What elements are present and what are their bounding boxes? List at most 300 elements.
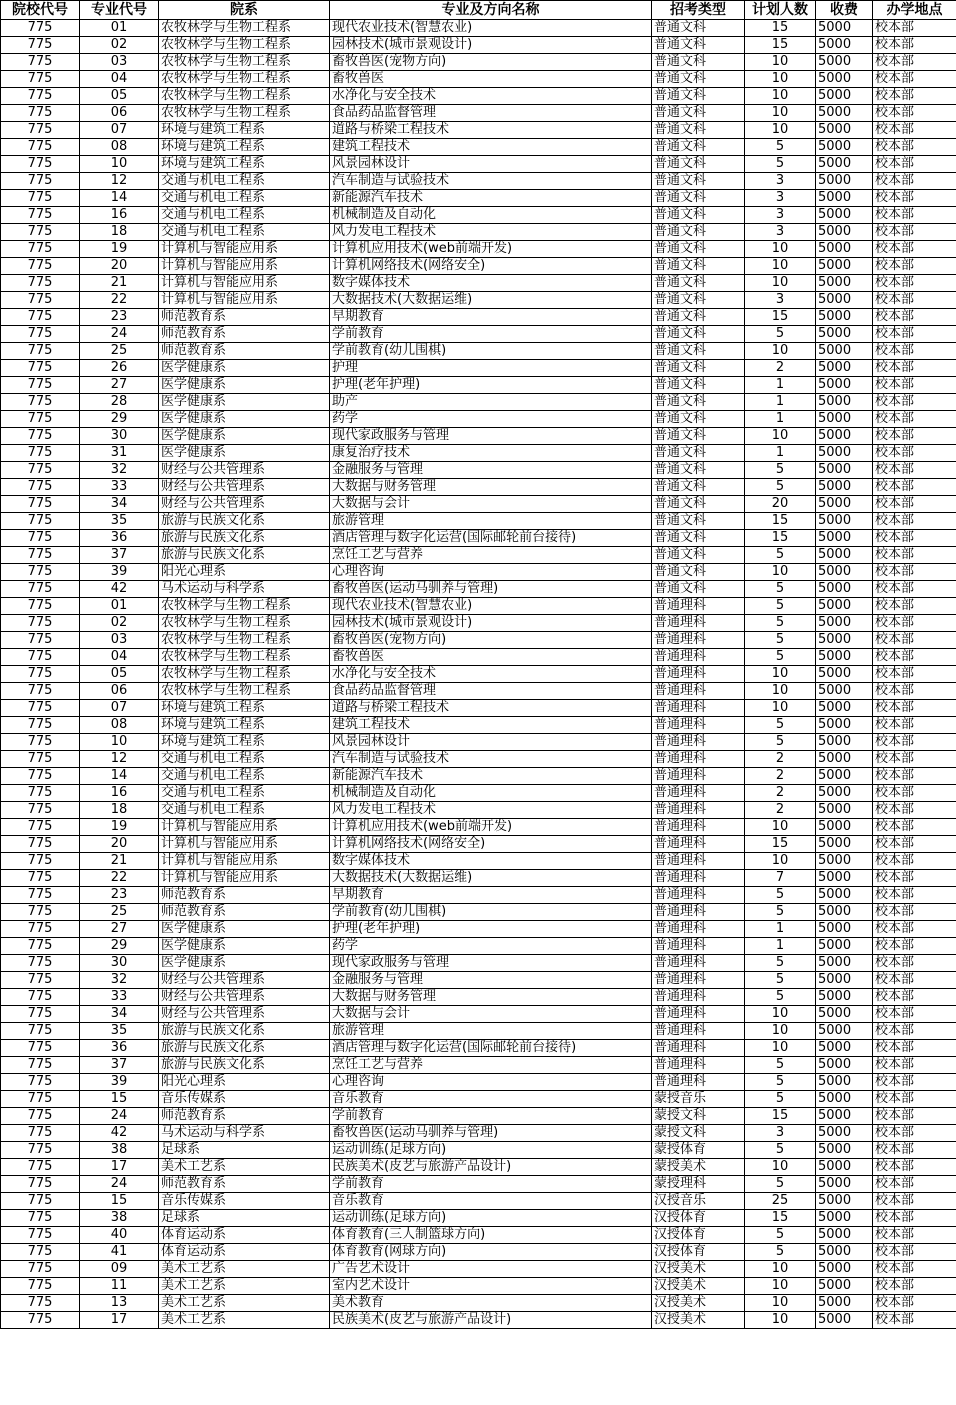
fee-cell: 5000 <box>816 700 873 717</box>
major-code-cell: 20 <box>80 258 159 275</box>
table-row <box>1 700 956 717</box>
table-row <box>1 54 956 71</box>
location-cell: 校本部 <box>873 1295 956 1312</box>
location-cell: 校本部 <box>873 54 956 71</box>
department-cell: 农牧林学与生物工程系 <box>159 54 330 71</box>
fee-cell: 5000 <box>816 1227 873 1244</box>
fee-cell: 5000 <box>816 870 873 887</box>
fee-cell: 5000 <box>816 20 873 37</box>
table-row <box>1 241 956 258</box>
department-cell: 美术工艺系 <box>159 1278 330 1295</box>
exam-type-cell: 普通理科 <box>652 938 745 955</box>
school-code-cell: 775 <box>1 921 80 938</box>
exam-type-cell: 普通文科 <box>652 581 745 598</box>
table-row <box>1 564 956 581</box>
plan-count-cell: 5 <box>745 955 816 972</box>
major-code-cell: 23 <box>80 887 159 904</box>
plan-count-cell: 10 <box>745 1295 816 1312</box>
major-name-cell: 运动训练(足球方向) <box>330 1142 652 1159</box>
major-code-cell: 13 <box>80 1295 159 1312</box>
exam-type-cell: 普通理科 <box>652 921 745 938</box>
location-cell: 校本部 <box>873 853 956 870</box>
department-cell: 财经与公共管理系 <box>159 479 330 496</box>
fee-cell: 5000 <box>816 411 873 428</box>
fee-cell: 5000 <box>816 173 873 190</box>
location-cell: 校本部 <box>873 326 956 343</box>
fee-cell: 5000 <box>816 1125 873 1142</box>
exam-type-cell: 普通理科 <box>652 887 745 904</box>
exam-type-cell: 普通文科 <box>652 37 745 54</box>
table-row <box>1 496 956 513</box>
major-code-cell: 29 <box>80 411 159 428</box>
location-cell: 校本部 <box>873 275 956 292</box>
fee-cell: 5000 <box>816 54 873 71</box>
table-row <box>1 547 956 564</box>
table-row <box>1 275 956 292</box>
school-code-cell: 775 <box>1 1227 80 1244</box>
fee-cell: 5000 <box>816 921 873 938</box>
school-code-cell: 775 <box>1 972 80 989</box>
location-cell: 校本部 <box>873 598 956 615</box>
table-row <box>1 972 956 989</box>
location-cell: 校本部 <box>873 1244 956 1261</box>
header-plan-count: 计划人数 <box>745 1 816 20</box>
major-name-cell: 机械制造及自动化 <box>330 207 652 224</box>
department-cell: 师范教育系 <box>159 1176 330 1193</box>
table-row <box>1 649 956 666</box>
school-code-cell: 775 <box>1 1295 80 1312</box>
fee-cell: 5000 <box>816 938 873 955</box>
major-name-cell: 体育教育(网球方向) <box>330 1244 652 1261</box>
location-cell: 校本部 <box>873 1210 956 1227</box>
fee-cell: 5000 <box>816 989 873 1006</box>
location-cell: 校本部 <box>873 20 956 37</box>
plan-count-cell: 10 <box>745 1159 816 1176</box>
table-row <box>1 581 956 598</box>
table-row <box>1 71 956 88</box>
fee-cell: 5000 <box>816 156 873 173</box>
exam-type-cell: 汉授体育 <box>652 1244 745 1261</box>
plan-count-cell: 5 <box>745 734 816 751</box>
major-name-cell: 园林技术(城市景观设计) <box>330 615 652 632</box>
exam-type-cell: 普通文科 <box>652 207 745 224</box>
school-code-cell: 775 <box>1 326 80 343</box>
major-name-cell: 酒店管理与数字化运营(国际邮轮前台接待) <box>330 1040 652 1057</box>
table-row <box>1 836 956 853</box>
plan-count-cell: 10 <box>745 666 816 683</box>
location-cell: 校本部 <box>873 683 956 700</box>
location-cell: 校本部 <box>873 1159 956 1176</box>
major-name-cell: 计算机网络技术(网络安全) <box>330 258 652 275</box>
major-name-cell: 风力发电工程技术 <box>330 802 652 819</box>
major-code-cell: 30 <box>80 955 159 972</box>
exam-type-cell: 普通文科 <box>652 428 745 445</box>
fee-cell: 5000 <box>816 649 873 666</box>
school-code-cell: 775 <box>1 71 80 88</box>
plan-count-cell: 5 <box>745 972 816 989</box>
fee-cell: 5000 <box>816 1091 873 1108</box>
major-name-cell: 大数据与财务管理 <box>330 479 652 496</box>
department-cell: 师范教育系 <box>159 904 330 921</box>
school-code-cell: 775 <box>1 479 80 496</box>
department-cell: 农牧林学与生物工程系 <box>159 615 330 632</box>
department-cell: 农牧林学与生物工程系 <box>159 105 330 122</box>
location-cell: 校本部 <box>873 717 956 734</box>
exam-type-cell: 普通理科 <box>652 615 745 632</box>
fee-cell: 5000 <box>816 836 873 853</box>
major-name-cell: 心理咨询 <box>330 564 652 581</box>
school-code-cell: 775 <box>1 632 80 649</box>
location-cell: 校本部 <box>873 71 956 88</box>
school-code-cell: 775 <box>1 615 80 632</box>
location-cell: 校本部 <box>873 564 956 581</box>
school-code-cell: 775 <box>1 1023 80 1040</box>
table-row <box>1 1125 956 1142</box>
location-cell: 校本部 <box>873 1278 956 1295</box>
header-row <box>1 1 956 20</box>
fee-cell: 5000 <box>816 904 873 921</box>
exam-type-cell: 普通文科 <box>652 292 745 309</box>
location-cell: 校本部 <box>873 428 956 445</box>
header-school-code: 院校代号 <box>1 1 80 20</box>
major-name-cell: 建筑工程技术 <box>330 139 652 156</box>
school-code-cell: 775 <box>1 598 80 615</box>
plan-count-cell: 5 <box>745 547 816 564</box>
major-code-cell: 33 <box>80 989 159 1006</box>
table-row <box>1 258 956 275</box>
plan-count-cell: 7 <box>745 870 816 887</box>
location-cell: 校本部 <box>873 411 956 428</box>
exam-type-cell: 普通理科 <box>652 717 745 734</box>
exam-type-cell: 普通文科 <box>652 88 745 105</box>
school-code-cell: 775 <box>1 411 80 428</box>
location-cell: 校本部 <box>873 1023 956 1040</box>
department-cell: 体育运动系 <box>159 1244 330 1261</box>
department-cell: 医学健康系 <box>159 377 330 394</box>
fee-cell: 5000 <box>816 1159 873 1176</box>
school-code-cell: 775 <box>1 700 80 717</box>
department-cell: 阳光心理系 <box>159 564 330 581</box>
major-code-cell: 35 <box>80 1023 159 1040</box>
location-cell: 校本部 <box>873 819 956 836</box>
exam-type-cell: 普通文科 <box>652 462 745 479</box>
major-name-cell: 金融服务与管理 <box>330 462 652 479</box>
department-cell: 计算机与智能应用系 <box>159 836 330 853</box>
department-cell: 体育运动系 <box>159 1227 330 1244</box>
plan-count-cell: 15 <box>745 37 816 54</box>
fee-cell: 5000 <box>816 241 873 258</box>
exam-type-cell: 蒙授理科 <box>652 1176 745 1193</box>
department-cell: 医学健康系 <box>159 445 330 462</box>
plan-count-cell: 15 <box>745 530 816 547</box>
fee-cell: 5000 <box>816 751 873 768</box>
exam-type-cell: 普通文科 <box>652 445 745 462</box>
plan-count-cell: 10 <box>745 1261 816 1278</box>
plan-count-cell: 5 <box>745 326 816 343</box>
department-cell: 计算机与智能应用系 <box>159 258 330 275</box>
location-cell: 校本部 <box>873 360 956 377</box>
plan-count-cell: 2 <box>745 802 816 819</box>
department-cell: 阳光心理系 <box>159 1074 330 1091</box>
table-row <box>1 88 956 105</box>
fee-cell: 5000 <box>816 513 873 530</box>
school-code-cell: 775 <box>1 666 80 683</box>
header-fee: 收费 <box>816 1 873 20</box>
table-row <box>1 1295 956 1312</box>
school-code-cell: 775 <box>1 377 80 394</box>
plan-count-cell: 5 <box>745 649 816 666</box>
location-cell: 校本部 <box>873 989 956 1006</box>
table-row <box>1 411 956 428</box>
department-cell: 农牧林学与生物工程系 <box>159 598 330 615</box>
major-name-cell: 心理咨询 <box>330 1074 652 1091</box>
major-code-cell: 21 <box>80 853 159 870</box>
location-cell: 校本部 <box>873 581 956 598</box>
location-cell: 校本部 <box>873 37 956 54</box>
fee-cell: 5000 <box>816 581 873 598</box>
table-row <box>1 462 956 479</box>
school-code-cell: 775 <box>1 785 80 802</box>
major-code-cell: 24 <box>80 326 159 343</box>
fee-cell: 5000 <box>816 71 873 88</box>
major-name-cell: 机械制造及自动化 <box>330 785 652 802</box>
fee-cell: 5000 <box>816 394 873 411</box>
location-cell: 校本部 <box>873 649 956 666</box>
major-name-cell: 民族美术(皮艺与旅游产品设计) <box>330 1312 652 1329</box>
location-cell: 校本部 <box>873 666 956 683</box>
school-code-cell: 775 <box>1 768 80 785</box>
table-row <box>1 717 956 734</box>
exam-type-cell: 汉授体育 <box>652 1210 745 1227</box>
school-code-cell: 775 <box>1 54 80 71</box>
location-cell: 校本部 <box>873 462 956 479</box>
location-cell: 校本部 <box>873 88 956 105</box>
major-code-cell: 15 <box>80 1091 159 1108</box>
major-name-cell: 畜牧兽医(宠物方向) <box>330 632 652 649</box>
fee-cell: 5000 <box>816 853 873 870</box>
plan-count-cell: 2 <box>745 768 816 785</box>
plan-count-cell: 15 <box>745 836 816 853</box>
exam-type-cell: 汉授音乐 <box>652 1193 745 1210</box>
table-row <box>1 173 956 190</box>
exam-type-cell: 普通理科 <box>652 734 745 751</box>
plan-count-cell: 5 <box>745 1057 816 1074</box>
location-cell: 校本部 <box>873 751 956 768</box>
exam-type-cell: 普通理科 <box>652 1006 745 1023</box>
school-code-cell: 775 <box>1 802 80 819</box>
department-cell: 计算机与智能应用系 <box>159 870 330 887</box>
table-row <box>1 870 956 887</box>
plan-count-cell: 3 <box>745 207 816 224</box>
table-row <box>1 1074 956 1091</box>
fee-cell: 5000 <box>816 598 873 615</box>
location-cell: 校本部 <box>873 207 956 224</box>
table-row <box>1 768 956 785</box>
exam-type-cell: 普通文科 <box>652 530 745 547</box>
table-row <box>1 853 956 870</box>
major-code-cell: 27 <box>80 921 159 938</box>
major-code-cell: 33 <box>80 479 159 496</box>
table-row <box>1 190 956 207</box>
major-code-cell: 34 <box>80 496 159 513</box>
plan-count-cell: 5 <box>745 615 816 632</box>
location-cell: 校本部 <box>873 105 956 122</box>
school-code-cell: 775 <box>1 989 80 1006</box>
major-code-cell: 07 <box>80 700 159 717</box>
location-cell: 校本部 <box>873 1057 956 1074</box>
exam-type-cell: 蒙授音乐 <box>652 1091 745 1108</box>
fee-cell: 5000 <box>816 1278 873 1295</box>
school-code-cell: 775 <box>1 1312 80 1329</box>
major-name-cell: 畜牧兽医 <box>330 649 652 666</box>
table-row <box>1 887 956 904</box>
major-code-cell: 01 <box>80 20 159 37</box>
table-row <box>1 1057 956 1074</box>
plan-count-cell: 5 <box>745 1142 816 1159</box>
school-code-cell: 775 <box>1 394 80 411</box>
plan-count-cell: 5 <box>745 598 816 615</box>
major-code-cell: 28 <box>80 394 159 411</box>
major-code-cell: 06 <box>80 683 159 700</box>
major-name-cell: 风力发电工程技术 <box>330 224 652 241</box>
major-name-cell: 道路与桥梁工程技术 <box>330 700 652 717</box>
plan-count-cell: 10 <box>745 1040 816 1057</box>
table-row <box>1 1244 956 1261</box>
table-row <box>1 105 956 122</box>
department-cell: 交通与机电工程系 <box>159 190 330 207</box>
school-code-cell: 775 <box>1 275 80 292</box>
exam-type-cell: 汉授美术 <box>652 1261 745 1278</box>
fee-cell: 5000 <box>816 683 873 700</box>
fee-cell: 5000 <box>816 428 873 445</box>
school-code-cell: 775 <box>1 836 80 853</box>
department-cell: 马术运动与科学系 <box>159 1125 330 1142</box>
exam-type-cell: 普通理科 <box>652 666 745 683</box>
location-cell: 校本部 <box>873 122 956 139</box>
major-name-cell: 金融服务与管理 <box>330 972 652 989</box>
table-row <box>1 598 956 615</box>
department-cell: 农牧林学与生物工程系 <box>159 88 330 105</box>
plan-count-cell: 1 <box>745 921 816 938</box>
location-cell: 校本部 <box>873 1227 956 1244</box>
major-name-cell: 计算机网络技术(网络安全) <box>330 836 652 853</box>
location-cell: 校本部 <box>873 496 956 513</box>
table-row <box>1 20 956 37</box>
major-name-cell: 广告艺术设计 <box>330 1261 652 1278</box>
table-row <box>1 530 956 547</box>
plan-count-cell: 1 <box>745 938 816 955</box>
school-code-cell: 775 <box>1 462 80 479</box>
fee-cell: 5000 <box>816 819 873 836</box>
exam-type-cell: 普通理科 <box>652 836 745 853</box>
school-code-cell: 775 <box>1 1074 80 1091</box>
location-cell: 校本部 <box>873 632 956 649</box>
table-row <box>1 1091 956 1108</box>
department-cell: 环境与建筑工程系 <box>159 717 330 734</box>
plan-count-cell: 1 <box>745 394 816 411</box>
fee-cell: 5000 <box>816 802 873 819</box>
plan-count-cell: 15 <box>745 1108 816 1125</box>
school-code-cell: 775 <box>1 530 80 547</box>
major-code-cell: 04 <box>80 649 159 666</box>
plan-count-cell: 1 <box>745 445 816 462</box>
fee-cell: 5000 <box>816 496 873 513</box>
major-code-cell: 34 <box>80 1006 159 1023</box>
department-cell: 环境与建筑工程系 <box>159 122 330 139</box>
fee-cell: 5000 <box>816 88 873 105</box>
fee-cell: 5000 <box>816 1244 873 1261</box>
fee-cell: 5000 <box>816 275 873 292</box>
table-row <box>1 1193 956 1210</box>
fee-cell: 5000 <box>816 547 873 564</box>
school-code-cell: 775 <box>1 360 80 377</box>
major-code-cell: 03 <box>80 54 159 71</box>
major-name-cell: 汽车制造与试验技术 <box>330 173 652 190</box>
plan-count-cell: 3 <box>745 292 816 309</box>
department-cell: 医学健康系 <box>159 394 330 411</box>
table-row <box>1 938 956 955</box>
major-code-cell: 03 <box>80 632 159 649</box>
major-name-cell: 学前教育(幼儿围棋) <box>330 904 652 921</box>
department-cell: 交通与机电工程系 <box>159 224 330 241</box>
department-cell: 师范教育系 <box>159 326 330 343</box>
table-row <box>1 1108 956 1125</box>
department-cell: 环境与建筑工程系 <box>159 156 330 173</box>
department-cell: 环境与建筑工程系 <box>159 734 330 751</box>
major-code-cell: 14 <box>80 190 159 207</box>
plan-count-cell: 10 <box>745 343 816 360</box>
major-name-cell: 建筑工程技术 <box>330 717 652 734</box>
school-code-cell: 775 <box>1 258 80 275</box>
department-cell: 环境与建筑工程系 <box>159 139 330 156</box>
school-code-cell: 775 <box>1 751 80 768</box>
major-code-cell: 05 <box>80 88 159 105</box>
fee-cell: 5000 <box>816 258 873 275</box>
exam-type-cell: 普通文科 <box>652 139 745 156</box>
table-row <box>1 428 956 445</box>
table-row <box>1 1006 956 1023</box>
major-code-cell: 22 <box>80 870 159 887</box>
table-row <box>1 819 956 836</box>
location-cell: 校本部 <box>873 1261 956 1278</box>
table-row <box>1 734 956 751</box>
table-row <box>1 955 956 972</box>
location-cell: 校本部 <box>873 445 956 462</box>
table-row <box>1 445 956 462</box>
major-code-cell: 29 <box>80 938 159 955</box>
department-cell: 农牧林学与生物工程系 <box>159 632 330 649</box>
department-cell: 医学健康系 <box>159 411 330 428</box>
school-code-cell: 775 <box>1 292 80 309</box>
major-name-cell: 大数据技术(大数据运维) <box>330 292 652 309</box>
exam-type-cell: 蒙授文科 <box>652 1125 745 1142</box>
exam-type-cell: 普通文科 <box>652 343 745 360</box>
department-cell: 足球系 <box>159 1142 330 1159</box>
major-code-cell: 10 <box>80 156 159 173</box>
plan-count-cell: 5 <box>745 1074 816 1091</box>
header-major-code: 专业代号 <box>80 1 159 20</box>
major-code-cell: 16 <box>80 207 159 224</box>
department-cell: 足球系 <box>159 1210 330 1227</box>
department-cell: 交通与机电工程系 <box>159 207 330 224</box>
exam-type-cell: 普通文科 <box>652 496 745 513</box>
header-major-name: 专业及方向名称 <box>330 1 652 20</box>
plan-count-cell: 3 <box>745 173 816 190</box>
exam-type-cell: 普通理科 <box>652 632 745 649</box>
table-row <box>1 292 956 309</box>
major-name-cell: 药学 <box>330 411 652 428</box>
major-name-cell: 学前教育 <box>330 1108 652 1125</box>
